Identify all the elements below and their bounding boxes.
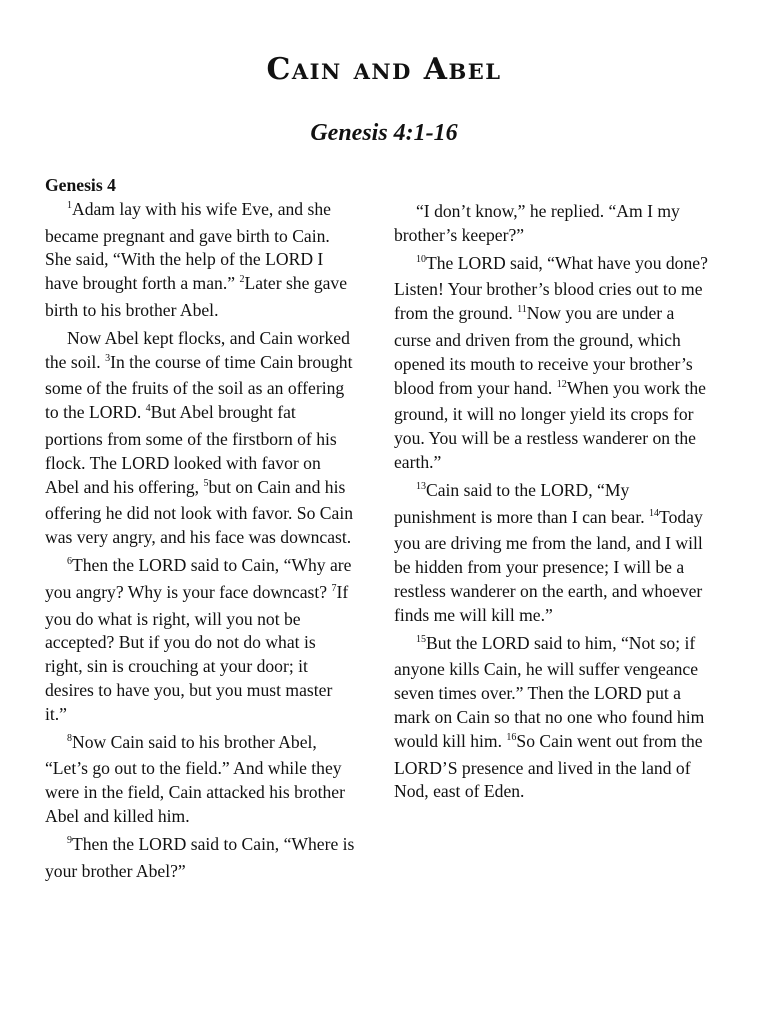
verse-text: Cain said to the LORD, “My punishment is more than I can bear. [394,479,650,527]
scripture-paragraph [45,833,357,884]
verse-text: “I don’t know,” he replied. “Am I my brother’s keeper?” [394,201,680,245]
right-column [394,200,710,808]
verse-text: Now you are under a curse and driven from the ground, which opened its mouth to receive your brother’s blood from your hand. [394,303,693,398]
scripture-paragraph [394,200,710,248]
verse-text: But the LORD said to him, “Not so; if anyone kills Cain, he will suffer vengeance seven times over.” Then the LORD put a mark on Cain so that no one who found him would kill him. [394,632,705,751]
verse-number: 1 [67,199,72,211]
verse-number: 13 [416,480,426,492]
verse-text: Then the LORD said to Cain, “Where is your brother Abel?” [45,833,355,881]
verse-text: Later she gave birth to his brother Abel. [45,273,348,320]
verse-number: 14 [649,507,660,519]
left-paragraphs [45,198,357,884]
verse-text: The LORD said, “What have you done? Listen! Your brother’s blood cries out to me from the ground. [394,252,708,324]
verse-number: 15 [416,633,426,645]
verse-text: In the course of time Cain brought some of the fruits of the soil as an offering to the LORD. [45,351,353,423]
scripture-paragraph [394,479,710,628]
left-column [45,174,357,887]
verse-text: If you do what is right, will you not be accepted? But if you do not do what is right, sin is crouching at your door; it desires to have you, but you must master it.” [45,581,349,724]
verse-text: So Cain went out from the LORD’S presence and lived in the land of Nod, east of Eden. [394,730,703,802]
verse-number: 2 [239,274,245,286]
document-title: Cain and Abel [266,52,502,87]
verse-number: 8 [67,732,72,744]
verse-number: 16 [506,731,517,743]
verse-number: 12 [556,378,567,390]
scripture-reference: Genesis 4:1-16 [310,120,458,146]
verse-number: 6 [67,555,72,567]
verse-number: 9 [67,834,72,846]
verse-text: Now Abel kept flocks, and Cain worked the soil. [45,327,350,372]
verse-text: But Abel brought fat portions from some of the firstborn of his flock. The LORD looked with favor on Abel and his offering, [45,402,337,497]
scripture-paragraph [45,198,357,323]
verse-text: Adam lay with his wife Eve, and she became pregnant and gave birth to Cain. She said, “With the help of the LORD I have brought forth a man.” [45,198,331,294]
scripture-paragraph [45,554,357,727]
verse-number: 4 [145,403,151,415]
verse-text: Then the LORD said to Cain, “Why are you angry? Why is your face downcast? [45,554,352,602]
scripture-paragraph [45,731,357,829]
verse-text: Today you are driving me from the land, and I will be hidden from your presence; I will be a restless wanderer on the earth, and whoever finds me will kill me.” [394,506,703,625]
verse-number: 11 [517,304,527,316]
verse-number: 3 [105,352,111,364]
verse-text: When you work the ground, it will no longer yield its crops for you. You will be a restless wanderer on the earth.” [394,377,706,472]
verse-number: 5 [203,477,209,489]
scripture-paragraph [45,327,357,550]
chapter-heading: Genesis 4 [45,175,116,195]
verse-text: but on Cain and his offering he did not look with favor. So Cain was very angry, and his face was downcast. [45,476,354,548]
verse-number: 10 [416,253,426,265]
scripture-paragraph [394,632,710,805]
verse-number: 7 [331,582,337,594]
verse-text: Now Cain said to his brother Abel, “Let’s go out to the field.” And while they were in the field, Cain attacked his brother Abel and killed him. [45,731,345,826]
scripture-paragraph [394,252,710,475]
right-paragraphs [394,200,710,804]
